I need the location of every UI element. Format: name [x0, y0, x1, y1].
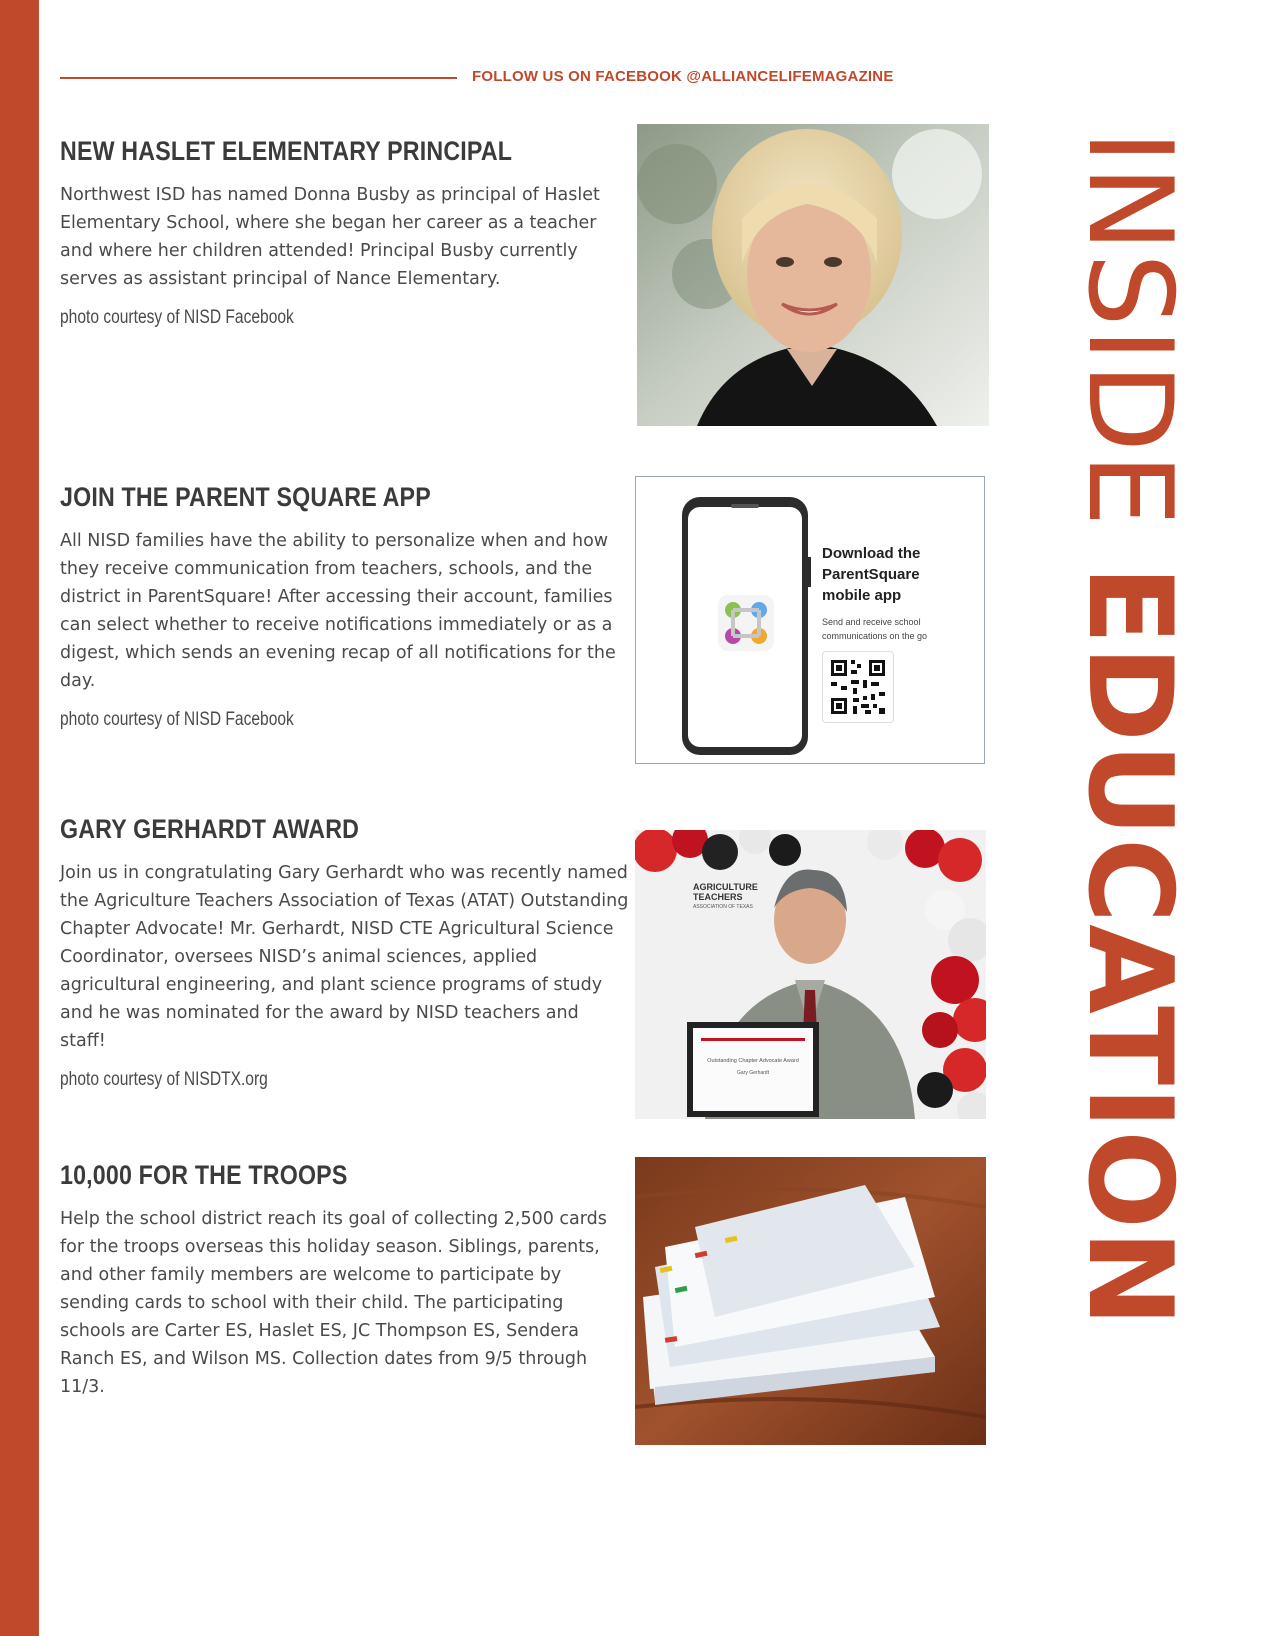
ad-subtitle: Send and receive school communications on the go: [822, 617, 928, 641]
photo-credit: photo courtesy of NISD Facebook: [60, 709, 294, 730]
qr-code[interactable]: [822, 651, 894, 723]
banner-logo-text: AGRICULTURE TEACHERS: [693, 882, 758, 902]
follow-us-link[interactable]: FOLLOW US ON FACEBOOK @ALLIANCELIFEMAGAZINE: [472, 68, 894, 85]
section-body: Join us in congratulating Gary Gerhardt who was recently named the Agriculture Teachers Association of Texas (ATAT) Outstanding Chapter Advocate! Mr. Gerhardt, NISD CTE Agricultural Science Coordinator, oversees NISD’s animal sciences, applied agricultural engineering, and plant science programs of study and he was nominated for the award by NISD teachers and staff!: [60, 863, 629, 1051]
vertical-title-text: [1062, 130, 1197, 1530]
section-award: [60, 814, 630, 1091]
section-title: NEW HASLET ELEMENTARY PRINCIPAL: [60, 136, 513, 166]
photo-credit: photo courtesy of NISDTX.org: [60, 1069, 268, 1090]
section-parentsquare: [60, 482, 630, 731]
section-body: All NISD families have the ability to personalize when and how they receive communication from teachers, schools, and the district in ParentSquare! After accessing their account, families can select whether to receive notifications immediately or as a digest, which sends an evening recap of all notifications for the day.: [60, 531, 616, 691]
certificate-title: Outstanding Chapter Advocate Award: [707, 1058, 799, 1064]
cards-photo: [635, 1157, 986, 1445]
qr-code-icon: [823, 652, 893, 722]
title-word-education: EDUCATION: [1062, 565, 1197, 1328]
photo-credit: photo courtesy of NISD Facebook: [60, 307, 294, 328]
certificate-name: Gary Gerhardt: [737, 1070, 769, 1076]
header-rule: [60, 77, 457, 79]
parentsquare-ad: [635, 476, 985, 764]
section-troops: [60, 1160, 630, 1401]
principal-photo: [637, 124, 989, 426]
left-accent-bar: [0, 0, 39, 1636]
ad-title: Download the ParentSquare mobile app: [822, 545, 921, 604]
award-photo: [635, 830, 986, 1119]
banner-logo-subtext: ASSOCIATION OF TEXAS: [693, 904, 753, 910]
title-word-inside: INSIDE: [1062, 130, 1197, 528]
section-body: Help the school district reach its goal of collecting 2,500 cards for the troops overseas this holiday season. Siblings, parents, and other family members are welcome to participate by sending cards to school with their child. The participating schools are Carter ES, Haslet ES, JC Thompson ES, Sendera Ranch ES, and Wilson MS. Collection dates from 9/5 through 11/3.: [60, 1209, 607, 1397]
inside-education-title: [1062, 130, 1200, 1530]
section-title: JOIN THE PARENT SQUARE APP: [60, 482, 431, 512]
section-principal: [60, 136, 630, 329]
section-body: Northwest ISD has named Donna Busby as principal of Haslet Elementary School, where she began her career as a teacher and where her children attended! Principal Busby currently serves as assistant principal of Nance Elementary.: [60, 185, 600, 289]
section-title: GARY GERHARDT AWARD: [60, 814, 360, 844]
section-title: 10,000 FOR THE TROOPS: [60, 1160, 348, 1190]
